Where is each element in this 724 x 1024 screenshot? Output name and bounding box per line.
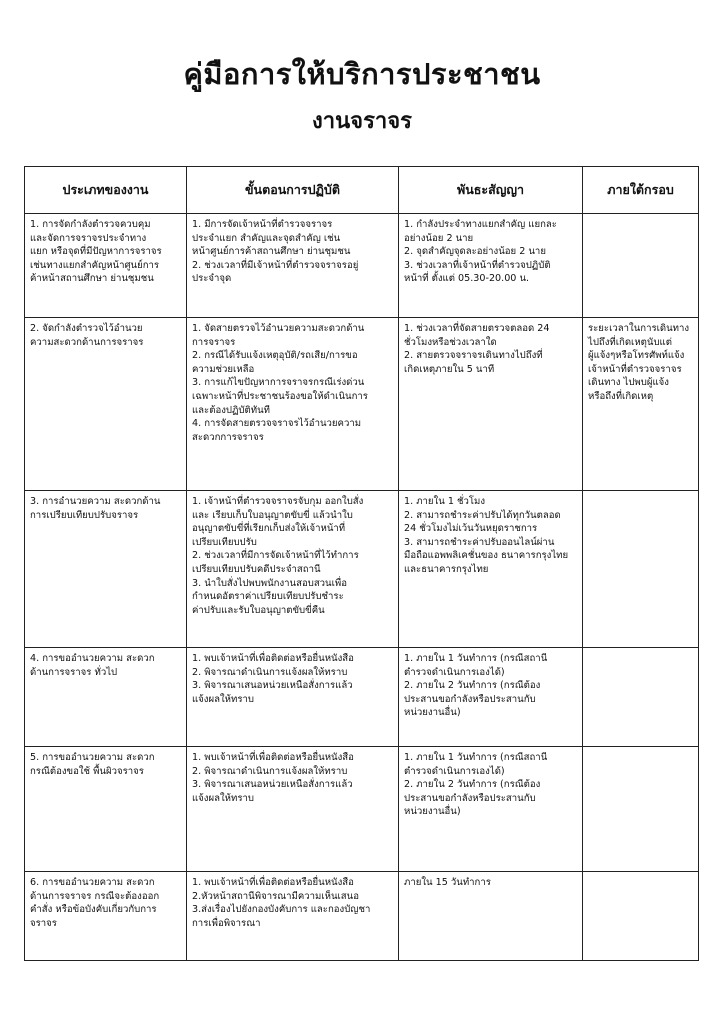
table-row <box>25 872 699 961</box>
cell-line: 3. การแก้ไขปัญหาการจราจรกรณีเร่งด่วน <box>192 377 365 389</box>
cell-framework <box>583 872 699 961</box>
cell-line: 2. พิจารณาดำเนินการแจ้งผลให้ทราบ <box>192 765 348 777</box>
cell-line: หรือถึงที่เกิดเหตุ <box>588 390 654 402</box>
cell-line: ประจำแยก สำคัญและจุดสำคัญ เช่น <box>192 232 341 244</box>
header-work-type: ประเภทของงาน <box>25 167 187 214</box>
cell-line: 1. พบเจ้าหน้าที่เพื่อติดต่อหรือยื่นหนังสือ <box>192 752 354 763</box>
cell-line: ประสานขอกำลังหรือประสานกับ <box>404 792 536 804</box>
cell-commitment <box>399 872 583 961</box>
cell-line: 2. จัดกำลังตำรวจไว้อำนวย <box>30 323 143 334</box>
cell-procedure <box>187 214 399 318</box>
cell-line: ชั่วโมงหรือช่วงเวลาใด <box>404 336 497 348</box>
cell-line: ไปถึงที่เกิดเหตุนับแต่ <box>588 336 672 348</box>
cell-line: เกิดเหตุภายใน 5 นาที <box>404 363 495 375</box>
header-procedure: ขั้นตอนการปฏิบัติ <box>187 167 399 214</box>
cell-commitment <box>399 747 583 872</box>
cell-commitment <box>399 214 583 318</box>
cell-line: ความช่วยเหลือ <box>192 363 255 375</box>
cell-line: หน้าศูนย์การค้าสถานศึกษา ย่านชุมชน <box>192 246 351 258</box>
cell-line: 5. การขออำนวยความ สะดวก <box>30 752 155 763</box>
cell-line: หน่วยงานอื่น) <box>404 806 461 818</box>
cell-line: 2. ภายใน 2 วันทำการ (กรณีต้อง <box>404 779 541 791</box>
cell-line: หน้าที่ ตั้งแต่ 05.30-20.00 น. <box>404 273 530 285</box>
cell-procedure <box>187 491 399 648</box>
cell-line: 3. พิจารณาเสนอหน่วยเหนือสั่งการแล้ว <box>192 779 353 791</box>
cell-line: 2. สายตรวจจราจรเดินทางไปถึงที่ <box>404 350 543 362</box>
cell-line: เฉพาะหน้าที่ประชาชนร้องขอให้ดำเนินการ <box>192 390 368 402</box>
table-row <box>25 648 699 747</box>
cell-work-type <box>25 214 187 318</box>
cell-line: ความสะดวกด้านการจราจร <box>30 336 144 348</box>
page-title: คู่มือการให้บริการประชาชน <box>183 57 541 91</box>
table-row <box>25 318 699 491</box>
cell-line: ตำรวจดำเนินการเองได้) <box>404 765 505 777</box>
header-commitment: พันธะสัญญา <box>399 167 583 214</box>
cell-line: คำสั่ง หรือข้อบังคับเกี่ยวกับการ <box>30 904 157 916</box>
cell-line: กรณีต้องขอใช้ พื้นผิวจราจร <box>30 765 144 777</box>
cell-procedure <box>187 747 399 872</box>
cell-line: สะดวกการจราจร <box>192 431 264 443</box>
cell-line: 3.ส่งเรื่องไปยังกองบังคับการ และกองบัญชา <box>192 904 371 916</box>
cell-line: 3. นำใบสั่งไปพบพนักงานสอบสวนเพื่อ <box>192 577 347 589</box>
cell-procedure <box>187 872 399 961</box>
cell-line: 2. พิจารณาดำเนินการแจ้งผลให้ทราบ <box>192 666 348 678</box>
service-table <box>24 166 699 961</box>
cell-line: แยก หรือจุดที่มีปัญหาการจราจร <box>30 246 162 258</box>
cell-line: 1. การจัดกำลังตำรวจควบคุม <box>30 219 151 230</box>
cell-line: ตำรวจดำเนินการเองได้) <box>404 666 505 678</box>
cell-line: เดินทาง ไปพบผู้แจ้ง <box>588 377 669 389</box>
table-row <box>25 214 699 318</box>
cell-line: 1. พบเจ้าหน้าที่เพื่อติดต่อหรือยื่นหนังสือ <box>192 877 354 888</box>
page-subtitle: งานจราจร <box>312 109 412 134</box>
cell-work-type <box>25 648 187 747</box>
cell-line: 3. สามารถชำระค่าปรับออนไลน์ผ่าน <box>404 536 555 548</box>
cell-line: อนุญาตขับขี่ที่เรียกเก็บส่งให้เจ้าหน้าที่ <box>192 523 346 535</box>
cell-procedure <box>187 648 399 747</box>
cell-line: กำหนดอัตราค่าเปรียบเทียบปรับชำระ <box>192 591 344 603</box>
cell-line: 4. การขออำนวยความ สะดวก <box>30 653 155 664</box>
cell-line: การเปรียบเทียบปรับจราจร <box>30 509 139 521</box>
cell-line: เปรียบเทียบปรับคดีประจำสถานี <box>192 563 321 575</box>
cell-line: จราจร <box>30 917 57 929</box>
cell-line: 1. ภายใน 1 วันทำการ (กรณีสถานี <box>404 752 548 763</box>
cell-line: 3. ช่วงเวลาที่เจ้าหน้าที่ตำรวจปฏิบัติ <box>404 259 551 271</box>
cell-line: 3. พิจารณาเสนอหน่วยเหนือสั่งการแล้ว <box>192 680 353 692</box>
cell-line: เจ้าหน้าที่ตำรวจจราจร <box>588 363 682 375</box>
header-framework: ภายใต้กรอบ <box>583 167 699 214</box>
cell-line: 4. การจัดสายตรวจจราจรไว้อำนวยความ <box>192 418 362 430</box>
cell-line: ผู้แจ้งๆหรือโทรศัพท์แจ้ง <box>588 350 685 362</box>
cell-line: การเพื่อพิจารณา <box>192 917 261 929</box>
cell-line: และ เรียบเก็บใบอนุญาตขับขี่ แล้วนำใบ <box>192 509 353 521</box>
cell-line: แจ้งผลให้ทราบ <box>192 693 254 705</box>
cell-line: 1. เจ้าหน้าที่ตำรวจจราจรจับกุม ออกใบสั่ง <box>192 496 364 507</box>
cell-procedure <box>187 318 399 491</box>
cell-line: หน่วยงานอื่น) <box>404 707 461 719</box>
cell-framework <box>583 318 699 491</box>
cell-line: มือถือแอพพลิเคชั่นของ ธนาคารกรุงไทย <box>404 550 569 562</box>
cell-line: 2.หัวหน้าสถานีพิจารณามีความเห็นเสนอ <box>192 890 359 902</box>
cell-line: ด้านการจราจร ทั่วไป <box>30 666 118 678</box>
cell-line: 2. จุดสำคัญจุดละอย่างน้อย 2 นาย <box>404 246 546 258</box>
cell-work-type <box>25 747 187 872</box>
cell-line: ประจำจุด <box>192 273 232 285</box>
cell-line: 1. มีการจัดเจ้าหน้าที่ตำรวจจราจร <box>192 219 333 230</box>
cell-line: 2. ภายใน 2 วันทำการ (กรณีต้อง <box>404 680 541 692</box>
cell-commitment <box>399 491 583 648</box>
cell-line: 3. การอำนวยความ สะดวกด้าน <box>30 496 161 507</box>
cell-line: 1. ช่วงเวลาที่จัดสายตรวจตลอด 24 <box>404 323 550 334</box>
cell-commitment <box>399 648 583 747</box>
cell-work-type <box>25 318 187 491</box>
cell-line: 2. สามารถชำระค่าปรับได้ทุกวันตลอด <box>404 509 561 521</box>
cell-line: และจัดการจราจรประจำทาง <box>30 232 147 244</box>
cell-work-type <box>25 872 187 961</box>
table-row <box>25 491 699 648</box>
cell-line: เช่นทางแยกสำคัญหน้าศูนย์การ <box>30 259 160 271</box>
cell-line: ค้าหน้าสถานศึกษา ย่านชุมชน <box>30 273 154 285</box>
cell-line: แจ้งผลให้ทราบ <box>192 792 254 804</box>
cell-line: และธนาคารกรุงไทย <box>404 563 489 575</box>
cell-line: 1. ภายใน 1 ชั่วโมง <box>404 496 486 507</box>
cell-line: การจราจร <box>192 336 236 348</box>
cell-line: 1. พบเจ้าหน้าที่เพื่อติดต่อหรือยื่นหนังสือ <box>192 653 354 664</box>
cell-work-type <box>25 491 187 648</box>
cell-commitment <box>399 318 583 491</box>
cell-line: 6. การขออำนวยความ สะดวก <box>30 877 155 888</box>
cell-line: ภายใน 15 วันทำการ <box>404 877 491 888</box>
cell-line: อย่างน้อย 2 นาย <box>404 232 474 244</box>
cell-framework <box>583 747 699 872</box>
cell-line: 1. จัดสายตรวจไว้อำนวยความสะดวกด้าน <box>192 323 365 334</box>
cell-line: 1. กำลังประจำทางแยกสำคัญ แยกละ <box>404 219 557 230</box>
cell-line: ระยะเวลาในการเดินทาง <box>588 323 690 334</box>
cell-framework <box>583 214 699 318</box>
cell-line: ประสานขอกำลังหรือประสานกับ <box>404 693 536 705</box>
table-row <box>25 747 699 872</box>
cell-line: 24 ชั่วโมงไม่เว้นวันหยุดราชการ <box>404 523 538 535</box>
cell-framework <box>583 648 699 747</box>
cell-line: 2. ช่วงเวลาที่มีเจ้าหน้าที่ตำรวจจราจรอยู่ <box>192 259 359 271</box>
table-header-row <box>25 167 699 214</box>
cell-framework <box>583 491 699 648</box>
cell-line: ด้านการจราจร กรณีจะต้องออก <box>30 890 160 902</box>
cell-line: ค่าปรับและรับใบอนุญาตขับขี่คืน <box>192 604 325 616</box>
cell-line: 2. ช่วงเวลาที่มีการจัดเจ้าหน้าที่ไว้ทำการ <box>192 550 359 562</box>
cell-line: 2. กรณีได้รับแจ้งเหตุอุบัติ/รถเสีย/การขอ <box>192 350 358 362</box>
cell-line: เปรียบเทียบปรับ <box>192 536 257 548</box>
cell-line: 1. ภายใน 1 วันทำการ (กรณีสถานี <box>404 653 548 664</box>
cell-line: และต้องปฏิบัติทันที <box>192 404 270 416</box>
